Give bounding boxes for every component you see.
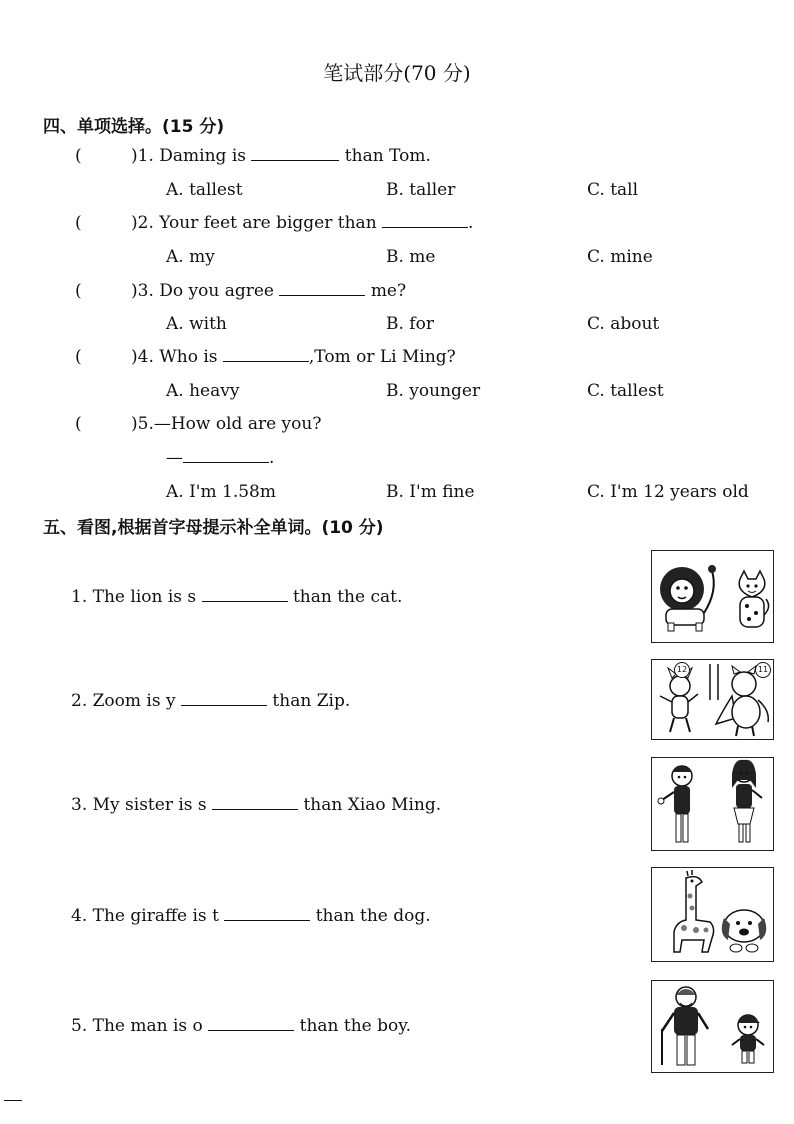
item-text: than Xiao Ming. bbox=[303, 795, 442, 815]
answer-blank[interactable] bbox=[251, 146, 339, 161]
item-text: 2. Zoom is y bbox=[71, 691, 176, 711]
answer-blank[interactable] bbox=[382, 213, 468, 228]
fill-item-2 bbox=[71, 691, 350, 711]
answer-blank[interactable] bbox=[181, 691, 267, 706]
option-a: A. with bbox=[166, 314, 227, 334]
option-c: C. I'm 12 years old bbox=[587, 482, 749, 502]
question-text: Who is bbox=[159, 347, 218, 367]
option-b: B. for bbox=[386, 314, 434, 334]
question-5 bbox=[131, 414, 321, 434]
question-2 bbox=[131, 213, 473, 233]
age-badge: 11 bbox=[755, 662, 771, 678]
question-text: ,Tom or Li Ming? bbox=[308, 347, 456, 367]
answer-paren-3: ( bbox=[75, 281, 82, 301]
question-number: )5. bbox=[131, 414, 154, 434]
page-corner-mark bbox=[4, 1100, 22, 1101]
answer-blank[interactable] bbox=[183, 448, 269, 463]
fill-item-3 bbox=[71, 795, 441, 815]
question-text: Your feet are bigger than bbox=[159, 213, 377, 233]
option-b: B. taller bbox=[386, 180, 456, 200]
section-five-heading: 五、看图,根据首字母提示补全单词。(10 分) bbox=[43, 518, 384, 538]
question-number: )3. bbox=[131, 281, 154, 301]
option-a: A. heavy bbox=[166, 381, 240, 401]
item-text: than the dog. bbox=[315, 906, 431, 926]
item-text: than the boy. bbox=[299, 1016, 411, 1036]
answer-paren-4: ( bbox=[75, 347, 82, 367]
item-text: than the cat. bbox=[292, 587, 403, 607]
question-3 bbox=[131, 281, 406, 301]
option-b: B. me bbox=[386, 247, 436, 267]
answer-blank[interactable] bbox=[224, 906, 310, 921]
section-four-heading: 四、单项选择。(15 分) bbox=[43, 117, 225, 137]
page-title: 笔试部分(70 分) bbox=[323, 61, 471, 85]
option-b: B. I'm fine bbox=[386, 482, 475, 502]
zoom-and-zip-icon bbox=[651, 659, 774, 740]
boy-and-girl-icon bbox=[651, 757, 774, 851]
option-b: B. younger bbox=[386, 381, 481, 401]
item-text: than Zip. bbox=[272, 691, 351, 711]
answer-blank[interactable] bbox=[223, 347, 309, 362]
answer-paren-2: ( bbox=[75, 213, 82, 233]
dash: — bbox=[166, 448, 183, 468]
lion-and-cat-icon bbox=[651, 550, 774, 643]
question-4 bbox=[131, 347, 456, 367]
question-1 bbox=[131, 146, 431, 166]
answer-blank[interactable] bbox=[279, 281, 365, 296]
giraffe-and-dog-icon bbox=[651, 867, 774, 962]
option-a: A. my bbox=[166, 247, 215, 267]
question-number: )4. bbox=[131, 347, 154, 367]
answer-line-5 bbox=[166, 448, 274, 468]
question-text: —How old are you? bbox=[153, 414, 322, 434]
option-a: A. I'm 1.58m bbox=[166, 482, 276, 502]
question-number: )1. bbox=[131, 146, 154, 166]
option-c: C. about bbox=[587, 314, 660, 334]
fill-item-4 bbox=[71, 906, 431, 926]
item-text: 1. The lion is s bbox=[71, 587, 197, 607]
item-text: 4. The giraffe is t bbox=[71, 906, 219, 926]
old-man-and-boy-icon bbox=[651, 980, 774, 1073]
fill-item-1 bbox=[71, 587, 402, 607]
age-badge: 12 bbox=[674, 662, 690, 678]
question-text: Do you agree bbox=[159, 281, 274, 301]
option-c: C. tallest bbox=[587, 381, 664, 401]
question-text: than Tom. bbox=[344, 146, 431, 166]
question-text: me? bbox=[370, 281, 407, 301]
option-c: C. mine bbox=[587, 247, 653, 267]
period: . bbox=[269, 448, 275, 468]
option-c: C. tall bbox=[587, 180, 639, 200]
fill-item-5 bbox=[71, 1016, 411, 1036]
answer-paren-1: ( bbox=[75, 146, 82, 166]
question-text: Daming is bbox=[159, 146, 246, 166]
answer-blank[interactable] bbox=[202, 587, 288, 602]
answer-blank[interactable] bbox=[208, 1016, 294, 1031]
question-number: )2. bbox=[131, 213, 154, 233]
answer-paren-5: ( bbox=[75, 414, 82, 434]
item-text: 3. My sister is s bbox=[71, 795, 207, 815]
question-text: . bbox=[468, 213, 474, 233]
item-text: 5. The man is o bbox=[71, 1016, 203, 1036]
option-a: A. tallest bbox=[166, 180, 243, 200]
answer-blank[interactable] bbox=[212, 795, 298, 810]
